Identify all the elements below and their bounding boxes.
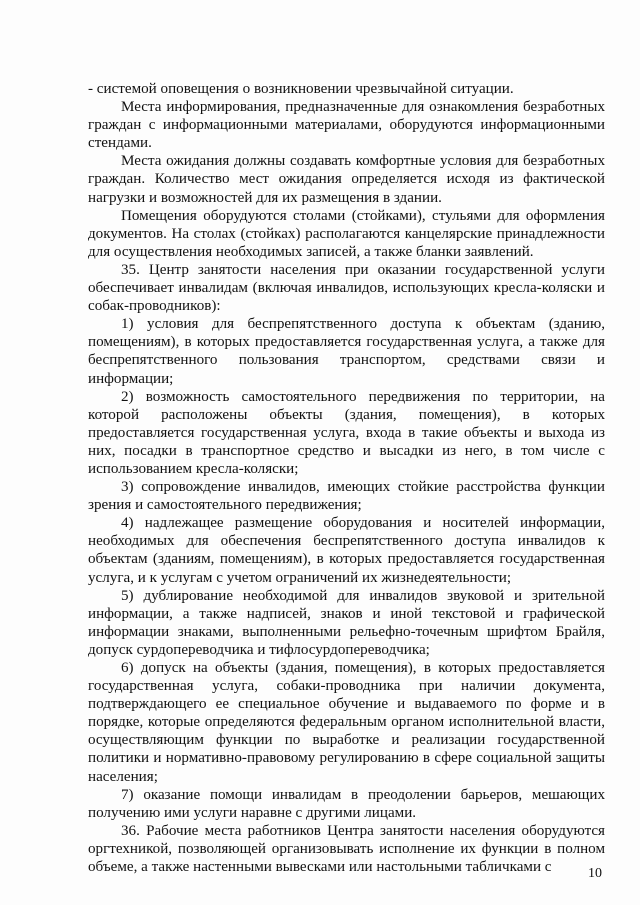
list-item-2: 2) возможность самостоятельного передвижения по территории, на которой расположены объекты (здания, помещения), в которых предоставляется государственная услуга, входа в такие объекты и выхода из них, посадки в транспортное средство и высадки из него, в том числе с использованием кресла-коляски;: [88, 388, 605, 477]
document-body: [88, 80, 605, 876]
list-item-3: 3) сопровождение инвалидов, имеющих стойкие расстройства функции зрения и самостоятельного передвижения;: [88, 479, 605, 514]
paragraph-info-places: Места информирования, предназначенные для ознакомления безработных граждан с информационными материалами, оборудуются информационными стендами.: [88, 99, 605, 152]
list-item-7: 7) оказание помощи инвалидам в преодолении барьеров, мешающих получению ими услуги наравне с другими лицами.: [88, 786, 605, 821]
paragraph-waiting-places: Места ожидания должны создавать комфортные условия для безработных граждан. Количество мест ожидания определяется исходя из фактической нагрузки и возможностей для их размещения в здании.: [88, 153, 605, 206]
list-item-6: 6) допуск на объекты (здания, помещения), в которых предоставляется государственная услуга, собаки-проводника при наличии документа, подтверждающего ее специальное обучение и выдаваемого по форме и в порядке, которые определяются федеральным органом исполнительной власти, осуществляющим функции по выработке и реализации государственной политики и нормативно-правовому регулированию в сфере социальной защиты населения;: [88, 660, 605, 785]
list-item-4: 4) надлежащее размещение оборудования и носителей информации, необходимых для обеспечения беспрепятственного доступа инвалидов к объектам (зданиям, помещениям), в которых предоставляется государственная услуга, и к услугам с учетом ограничений их жизнедеятельности;: [88, 515, 605, 586]
list-item-1: 1) условия для беспрепятственного доступа к объектам (зданию, помещениям), в которых предоставляется государственная услуга, а также для беспрепятственного пользования транспортом, средствами связи и информации;: [88, 316, 605, 387]
paragraph-clause-36: 36. Рабочие места работников Центра занятости населения оборудуются оргтехникой, позволяющей организовывать исполнение их функции в полном объеме, а также настенными вывесками или настольными табличками с: [88, 822, 605, 876]
paragraph-alert-system: - системой оповещения о возникновении чрезвычайной ситуации.: [88, 81, 514, 97]
paragraph-clause-35: 35. Центр занятости населения при оказании государственной услуги обеспечивает инвалидам (включая инвалидов, использующих кресла-коляски и собак-проводников):: [88, 261, 605, 315]
paragraph-premises-equipment: Помещения оборудуются столами (стойками), стульями для оформления документов. На столах (стойках) располагаются канцелярские принадлежности для осуществления необходимых записей, а также бланки заявлений.: [88, 207, 605, 260]
list-item-5: 5) дублирование необходимой для инвалидов звуковой и зрительной информации, а также надписей, знаков и иной текстовой и графической информации знаками, выполненными рельефно-точечным шрифтом Брайля, допуск сурдопереводчика и тифлосурдопереводчика;: [88, 587, 605, 658]
page-number: 10: [588, 866, 602, 881]
